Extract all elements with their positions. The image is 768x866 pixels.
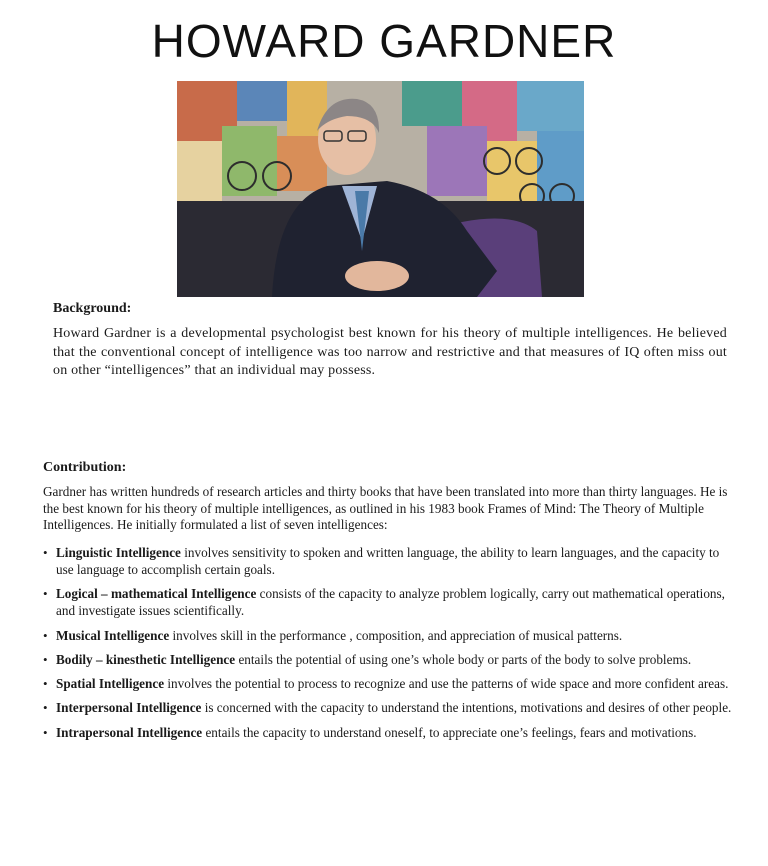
bullet-icon: • <box>43 700 48 716</box>
intelligence-name: Interpersonal Intelligence <box>56 700 202 716</box>
intelligence-name: Spatial Intelligence <box>56 676 165 692</box>
list-item <box>43 699 733 716</box>
intelligence-description: involves skill in the performance , composition, and appreciation of musical patterns. <box>169 627 623 643</box>
contribution-text: Gardner has written hundreds of research articles and thirty books that have been translated into more than thirty languages. He is the best known for his theory of multiple intelligences, as outlined in his 1983 book Frames of Mind: The Theory of Multiple Intelligences. He initially formulated a list of seven intelligences: <box>43 484 728 533</box>
intelligence-name: Logical – mathematical Intelligence <box>56 586 257 602</box>
bullet-icon: • <box>43 586 48 602</box>
intelligence-description: involves the potential to process to recognize and use the patterns of wide space and more confident areas. <box>164 676 729 692</box>
intelligence-name: Linguistic Intelligence <box>56 545 181 560</box>
intelligence-description: consists of the capacity to analyze problem logically, carry out mathematical operations, and investigate issues scientifically. <box>56 586 725 619</box>
list-item <box>43 675 733 692</box>
intelligence-description: entails the potential of using one’s whole body or parts of the body to solve problems. <box>235 651 692 667</box>
intelligences-list <box>43 544 733 748</box>
intelligence-description: entails the capacity to understand oneself, to appreciate one’s feelings, fears and motivations. <box>202 724 697 740</box>
list-item <box>43 724 733 741</box>
bullet-icon: • <box>43 724 48 740</box>
list-item <box>43 585 733 619</box>
list-item <box>43 627 733 644</box>
intelligence-description: involves sensitivity to spoken and written language, the ability to learn languages, and the capacity to use language to accomplish certain goals. <box>56 545 720 577</box>
bullet-icon: • <box>43 676 48 692</box>
page-title: HOWARD GARDNER <box>151 15 617 67</box>
portrait-photo <box>177 81 584 297</box>
intelligence-description: is concerned with the capacity to understand the intentions, motivations and desires of other people. <box>201 700 732 716</box>
intelligence-name: Intrapersonal Intelligence <box>56 724 203 740</box>
contribution-heading: Contribution: <box>43 460 127 475</box>
intelligence-name: Musical Intelligence <box>56 627 170 643</box>
list-item <box>43 651 733 668</box>
background-heading: Background: <box>53 301 132 316</box>
bullet-icon: • <box>43 651 48 667</box>
background-text: Howard Gardner is a developmental psychologist best known for his theory of multiple intelligences. He believed that the conventional concept of intelligence was too narrow and restrictive and that measures of IQ often miss out on other “intelligences” that an individual may possess. <box>53 326 727 378</box>
intelligence-name: Bodily – kinesthetic Intelligence <box>56 651 236 667</box>
list-item <box>43 544 733 578</box>
bullet-icon: • <box>43 627 48 643</box>
bullet-icon: • <box>43 545 48 560</box>
